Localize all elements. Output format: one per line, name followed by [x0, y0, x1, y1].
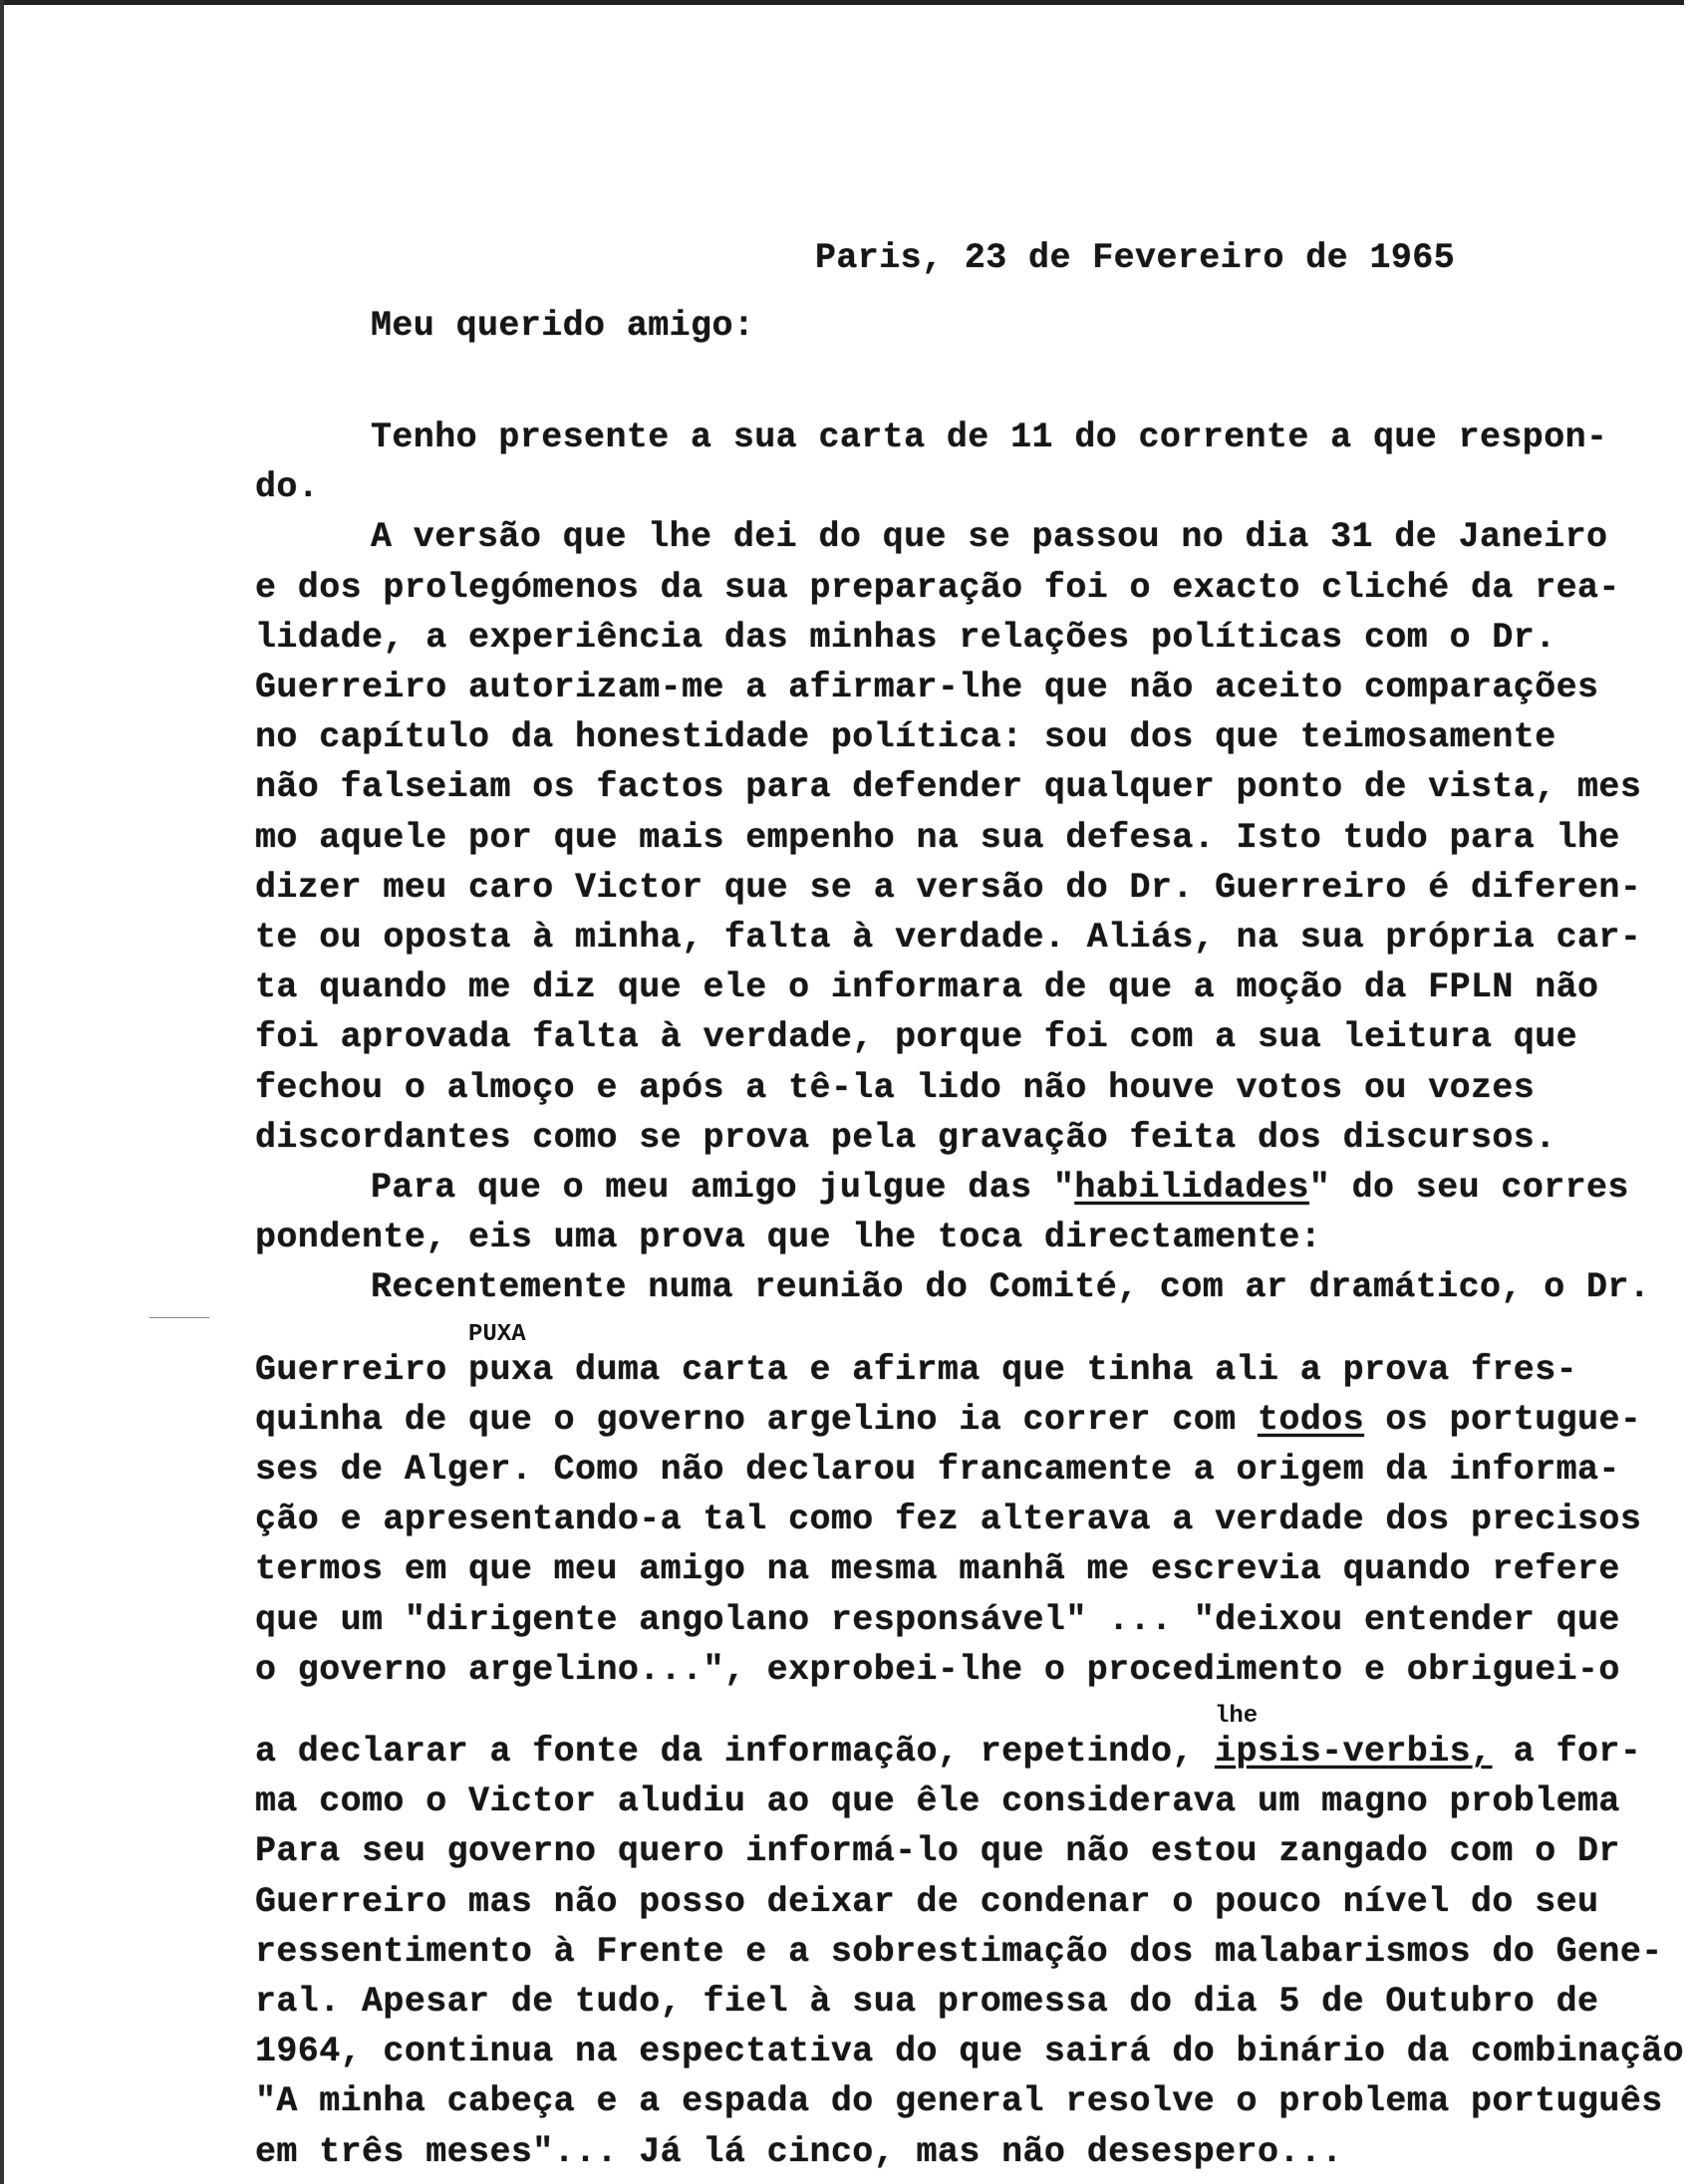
line-text: lidade, a experiência das minhas relações políticas com o Dr. — [255, 617, 1556, 658]
letter-line — [255, 819, 1620, 857]
letter-line — [255, 919, 1641, 956]
letter-line — [255, 1219, 1321, 1256]
letter-salutation: Meu querido amigo: — [371, 306, 755, 346]
line-text: ção e apresentando-a tal como fez alterava a verdade dos precisos — [255, 1500, 1642, 1540]
underlined-text: ipsis-verbis, — [1215, 1732, 1493, 1772]
margin-mark — [149, 1317, 209, 1318]
line-text: ta quando me diz que ele o informara de que a moção da FPLN não — [255, 967, 1599, 1008]
line-text: os portugue- — [1364, 1399, 1642, 1440]
line-text: Para seu governo quero informá-lo que não estou zangado com o Dr — [255, 1831, 1620, 1872]
letter-line — [371, 1169, 1629, 1207]
line-text: te ou oposta à minha, falta à verdade. Aliás, na sua própria car- — [255, 918, 1642, 957]
letter-line — [255, 1018, 1577, 1056]
line-text: Recentemente numa reunião do Comité, com ar dramático, o Dr. — [371, 1267, 1651, 1308]
line-text: em três meses"... Já lá cinco, mas não desespero... — [255, 2131, 1343, 2172]
line-text: fechou o almoço e após a tê-la lido não houve votos ou vozes — [255, 1067, 1536, 1108]
letter-line — [255, 1069, 1535, 1107]
line-text: ral. Apesar de tudo, fiel à sua promessa do dia 5 de Outubro de — [255, 1982, 1599, 2022]
line-text: discordantes como se prova pela gravação feita dos discursos. — [255, 1117, 1556, 1158]
letter-line — [255, 718, 1556, 756]
letter-line — [255, 1832, 1620, 1870]
letter-line — [255, 1733, 1641, 1771]
line-text: foi aprovada falta à verdade, porque foi com a sua leitura que — [255, 1017, 1578, 1058]
line-text: do. — [255, 467, 320, 508]
typed-insertion-puxa: PUXA — [468, 1320, 526, 1348]
letter-line — [255, 2033, 1684, 2070]
line-text: mo aquele por que mais empenho na sua defesa. Isto tudo para lhe — [255, 817, 1620, 858]
line-text: a declarar a fonte da informação, repetindo, — [255, 1732, 1216, 1772]
letter-line — [255, 1883, 1598, 1921]
line-text: não falseiam os factos para defender qualquer ponto de vista, mes — [255, 767, 1642, 808]
line-text: ma como o Victor aludiu ao que êle considerava um magno problema — [255, 1781, 1620, 1822]
typed-insertion-lhe: lhe — [1215, 1703, 1259, 1730]
letter-line — [255, 1119, 1556, 1157]
letter-line — [255, 1782, 1620, 1820]
page-left-edge — [0, 0, 4, 2184]
letter-line — [255, 1651, 1620, 1689]
line-text: no capítulo da honestidade política: sou dos que teimosamente — [255, 717, 1556, 758]
letter-line — [255, 2082, 1663, 2120]
line-text: que um "dirigente angolano responsável" ... "deixou entender que — [255, 1599, 1620, 1640]
line-text: " do seu corres — [1308, 1168, 1629, 1208]
letter-line — [255, 669, 1598, 706]
letter-line — [255, 1451, 1620, 1489]
letter-line — [371, 518, 1607, 556]
underlined-text: habilidades — [1074, 1168, 1309, 1208]
letter-line — [255, 2133, 1343, 2171]
letter-line — [255, 1601, 1620, 1639]
letter-date: Paris, 23 de Fevereiro de 1965 — [815, 238, 1456, 278]
line-text: Para que o meu amigo julgue das " — [371, 1168, 1075, 1208]
letter-line — [255, 569, 1620, 607]
line-text: dizer meu caro Victor que se a versão do Dr. Guerreiro é diferen- — [255, 867, 1642, 908]
letter-line — [255, 768, 1641, 806]
line-text: quinha de que o governo argelino ia correr com — [255, 1399, 1258, 1440]
letter-line — [255, 619, 1556, 657]
line-text: ses de Alger. Como não declarou francamente a origem da informa- — [255, 1450, 1620, 1490]
letter-line — [371, 418, 1607, 456]
letter-line — [255, 1983, 1598, 2021]
line-text: pondente, eis uma prova que lhe toca directamente: — [255, 1218, 1322, 1258]
letter-line — [371, 1268, 1650, 1306]
line-text: e dos prolegómenos da sua preparação foi o exacto cliché da rea- — [255, 567, 1620, 608]
letter-line — [255, 968, 1598, 1006]
letter-line — [255, 869, 1641, 907]
letter-line — [255, 1933, 1663, 1971]
line-text: Guerreiro mas não posso deixar de condenar o pouco nível do seu — [255, 1881, 1599, 1922]
line-text: A versão que lhe dei do que se passou no dia 31 de Janeiro — [371, 517, 1608, 558]
letter-line — [255, 1401, 1641, 1439]
letter-line — [255, 1550, 1620, 1588]
line-text: termos em que meu amigo na mesma manhã me escrevia quando refere — [255, 1549, 1620, 1590]
underlined-text: todos — [1257, 1399, 1364, 1440]
line-text: Guerreiro puxa duma carta e afirma que tinha ali a prova fres- — [255, 1349, 1578, 1390]
line-text: ressentimento à Frente e a sobrestimação dos malabarismos do Gene- — [255, 1931, 1663, 1972]
line-text: Guerreiro autorizam-me a afirmar-lhe que não aceito comparações — [255, 668, 1599, 707]
line-text: a for- — [1492, 1732, 1642, 1772]
page-top-edge — [0, 0, 1684, 5]
line-text: Tenho presente a sua carta de 11 do corrente a que respon- — [371, 417, 1608, 457]
line-text: "A minha cabeça e a espada do general resolve o problema português — [255, 2081, 1663, 2122]
line-text: o governo argelino...", exprobei-lhe o procedimento e obriguei-o — [255, 1649, 1620, 1690]
line-text: 1964, continua na espectativa do que sairá do binário da combinação — [255, 2032, 1685, 2072]
letter-line — [255, 1501, 1641, 1538]
letter-line — [255, 468, 319, 506]
letter-line — [255, 1351, 1577, 1389]
